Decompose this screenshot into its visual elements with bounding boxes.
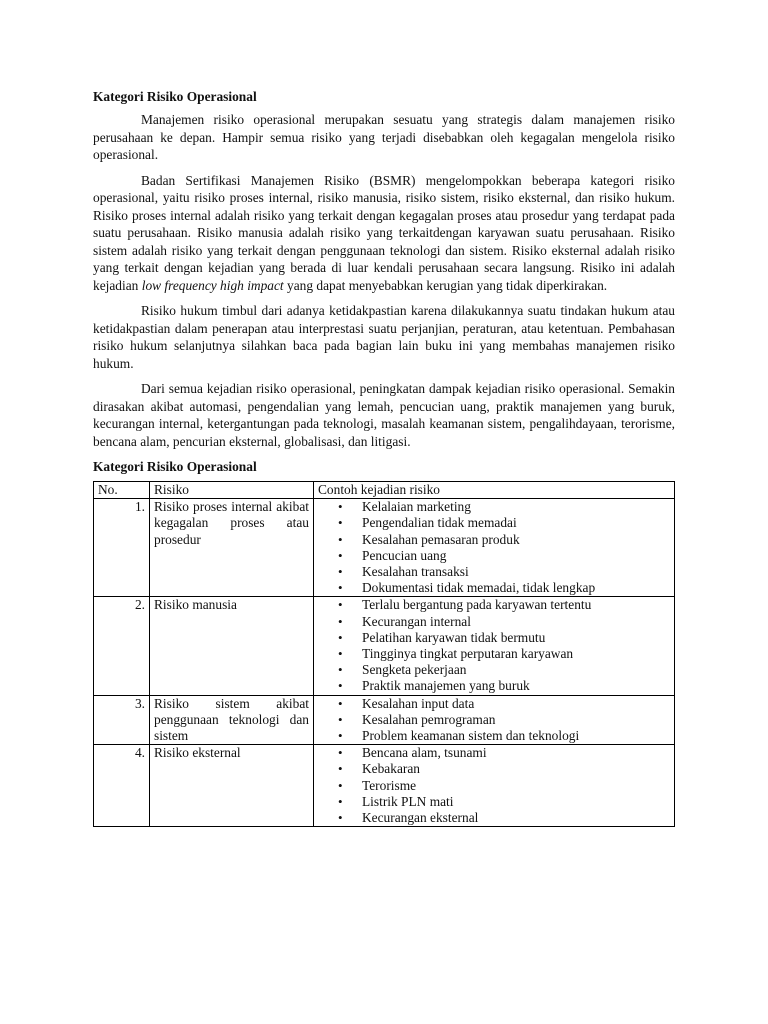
header-examples: Contoh kejadian risiko [314, 482, 675, 499]
paragraph-4: Dari semua kejadian risiko operasional, peningkatan dampak kejadian risiko operasional. Semakin dirasakan akibat automasi, pengendalian yang lemah, pencucian uang, praktik manajemen yang buruk, kecurangan internal, ketergantungan pada teknologi, masalah keamanan sistem, pengalihdayaan, terorisme, bencana alam, pencurian eksternal, globalisasi, dan litigasi. [93, 381, 675, 449]
example-text: Problem keamanan sistem dan teknologi [362, 728, 580, 744]
risk-name: Risiko proses internal akibat kegagalan proses atau prosedur [150, 499, 314, 597]
list-item [318, 548, 670, 564]
risk-category-table [93, 481, 675, 827]
example-text: Kesalahan input data [362, 695, 475, 711]
list-item [318, 515, 670, 531]
list-item [318, 794, 670, 810]
bullet-icon: • [338, 711, 343, 727]
bullet-icon: • [338, 678, 343, 694]
table-row [94, 745, 675, 827]
example-text: Dokumentasi tidak memadai, tidak lengkap [362, 580, 596, 596]
example-text: Pencucian uang [362, 547, 447, 563]
bullet-icon: • [338, 613, 343, 629]
bullet-icon: • [338, 564, 343, 580]
paragraph-2-text-start: Badan Sertifikasi Manajemen Risiko (BSMR) mengelompokkan beberapa kategori risiko operasional, yaitu risiko proses internal, risiko manusia, risiko sistem, risiko eksternal, dan risiko hukum. Risiko proses internal adalah risiko yang terkait dengan kegagalan proses atau prosedur yang terdapat pada suatu perusahaan. Risiko manusia adalah risiko yang terkaitdengan karyawan suatu perusahaan. Risiko sistem adalah risiko yang terkait dengan penggunaan teknologi dan sistem. Risiko eksternal adalah risiko yang terkait dengan kejadian yang berada di luar kendali perusahaan secara langsung. Risiko ini adalah kejadian [93, 172, 675, 293]
example-text: Kebakaran [362, 761, 420, 777]
bullet-icon: • [338, 646, 343, 662]
example-text: Kesalahan pemrograman [362, 711, 496, 727]
list-item [318, 678, 670, 694]
paragraph-2-italic-phrase: low frequency high impact [141, 277, 284, 293]
list-item [318, 564, 670, 580]
list-item [318, 761, 670, 777]
risk-examples-cell [314, 695, 675, 745]
example-text: Kesalahan pemasaran produk [362, 531, 520, 547]
risk-name: Risiko manusia [150, 597, 314, 695]
list-item [318, 580, 670, 596]
bullet-icon: • [338, 810, 343, 826]
table-heading: Kategori Risiko Operasional [93, 459, 257, 474]
list-item [318, 712, 670, 728]
section-heading: Kategori Risiko Operasional [93, 89, 257, 104]
paragraph-1: Manajemen risiko operasional merupakan sesuatu yang strategis dalam manajemen risiko perusahaan ke depan. Hampir semua risiko yang terjadi disebabkan oleh kegagalan mengelola risiko operasional. [93, 112, 675, 162]
header-no: No. [94, 482, 150, 499]
example-text: Pelatihan karyawan tidak bermutu [362, 629, 546, 645]
table-body [94, 499, 675, 827]
list-item [318, 728, 670, 744]
bullet-icon: • [338, 662, 343, 678]
table-row [94, 499, 675, 597]
example-text: Sengketa pekerjaan [362, 662, 467, 678]
row-number: 3. [94, 695, 150, 745]
list-item [318, 810, 670, 826]
bullet-icon: • [338, 745, 343, 761]
table-row [94, 597, 675, 695]
list-item [318, 630, 670, 646]
bullet-icon: • [338, 499, 343, 515]
example-text: Tingginya tingkat perputaran karyawan [362, 646, 574, 662]
risk-examples-cell [314, 499, 675, 597]
paragraph-2-text-end: yang dapat menyebabkan kerugian yang tidak diperkirakan. [283, 277, 608, 293]
paragraph-2 [93, 172, 675, 295]
risk-examples-cell [314, 597, 675, 695]
row-number: 2. [94, 597, 150, 695]
bullet-icon: • [338, 793, 343, 809]
row-number: 4. [94, 745, 150, 827]
bullet-icon: • [338, 531, 343, 547]
example-text: Kecurangan internal [362, 613, 471, 629]
bullet-icon: • [338, 761, 343, 777]
risk-name: Risiko eksternal [150, 745, 314, 827]
paragraph-3: Risiko hukum timbul dari adanya ketidakpastian karena dilakukannya suatu tindakan hukum atau ketidakpastian dalam penerapan atau interprestasi suatu perjanjian, peraturan, atau ketentuan. Pembahasan risiko hukum selanjutnya silahkan baca pada bagian lain buku ini yang membahas manajemen risiko hukum. [93, 303, 675, 371]
list-item [318, 696, 670, 712]
bullet-icon: • [338, 597, 343, 613]
bullet-icon: • [338, 580, 343, 596]
example-text: Terorisme [362, 777, 417, 793]
examples-list [318, 597, 670, 694]
examples-list [318, 745, 670, 826]
risk-examples-cell [314, 745, 675, 827]
list-item [318, 646, 670, 662]
list-item [318, 745, 670, 761]
bullet-icon: • [338, 777, 343, 793]
table-row [94, 695, 675, 745]
example-text: Kesalahan transaksi [362, 564, 469, 580]
example-text: Kelalaian marketing [362, 499, 471, 515]
list-item [318, 532, 670, 548]
list-item [318, 499, 670, 515]
header-risk: Risiko [150, 482, 314, 499]
bullet-icon: • [338, 515, 343, 531]
examples-list [318, 499, 670, 596]
table-header-row [94, 482, 675, 499]
bullet-icon: • [338, 547, 343, 563]
example-text: Bencana alam, tsunami [362, 745, 487, 761]
example-text: Kecurangan eksternal [362, 810, 479, 826]
bullet-icon: • [338, 629, 343, 645]
list-item [318, 778, 670, 794]
example-text: Terlalu bergantung pada karyawan tertentu [362, 597, 592, 613]
row-number: 1. [94, 499, 150, 597]
example-text: Pengendalian tidak memadai [362, 515, 517, 531]
list-item [318, 597, 670, 613]
examples-list [318, 696, 670, 745]
bullet-icon: • [338, 728, 343, 744]
risk-name: Risiko sistem akibat penggunaan teknologi dan sistem [150, 695, 314, 745]
example-text: Listrik PLN mati [362, 793, 454, 809]
list-item [318, 662, 670, 678]
example-text: Praktik manajemen yang buruk [362, 678, 530, 694]
bullet-icon: • [338, 695, 343, 711]
list-item [318, 614, 670, 630]
